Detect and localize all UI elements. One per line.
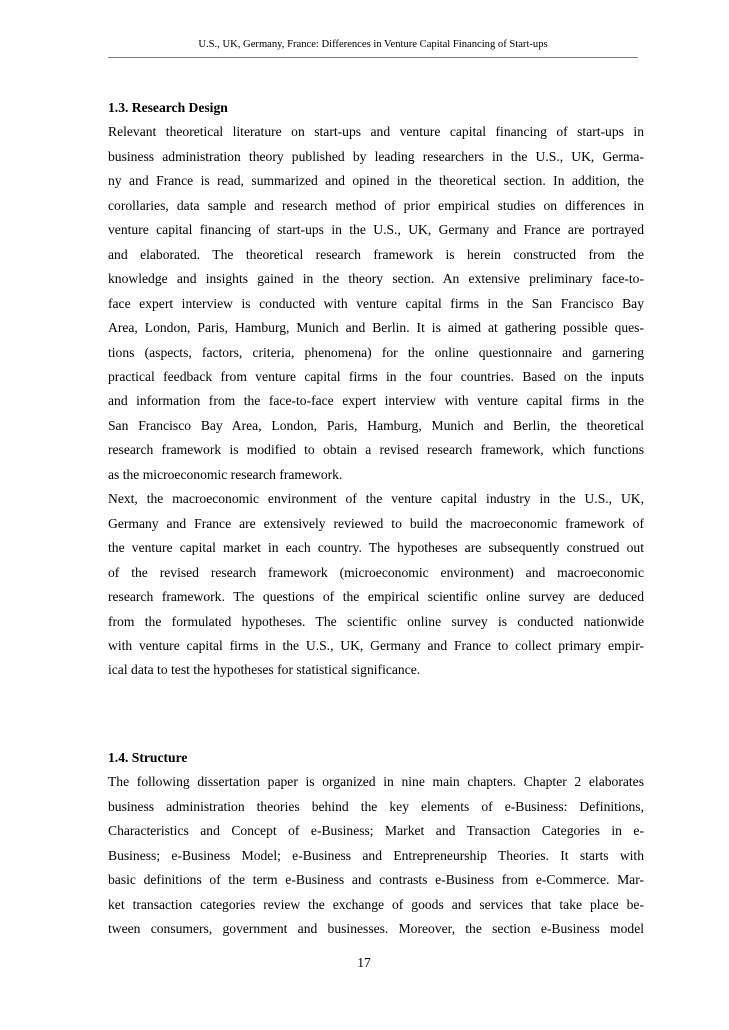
section-heading-structure: 1.4. Structure (108, 750, 188, 765)
text-line: research framework is modified to obtain a revised research framework, which functions (108, 442, 644, 458)
text-line: practical feedback from venture capital firms in the four countries. Based on the inputs (108, 368, 644, 384)
text-line: Characteristics and Concept of e-Business; Market and Transaction Categories in e- (108, 823, 644, 839)
header-rule (108, 57, 638, 58)
paragraph-research-design-2 (108, 487, 644, 683)
paragraph-structure-1 (108, 770, 644, 941)
text-line: corollaries, data sample and research method of prior empirical studies on differences in (108, 197, 644, 213)
text-line: venture capital financing of start-ups in the U.S., UK, Germany and France are portrayed (108, 222, 644, 238)
text-line: business administration theories behind the key elements of e-Business: Definitions, (108, 798, 644, 814)
page-number: 17 (357, 955, 371, 970)
text-line: San Francisco Bay Area, London, Paris, Hamburg, Munich and Berlin, the theoretical (108, 417, 644, 433)
text-line: Next, the macroeconomic environment of the venture capital industry in the U.S., UK, (108, 491, 644, 507)
text-line: basic definitions of the term e-Business and contrasts e-Business from e-Commerce. Mar- (108, 872, 644, 888)
text-line: ical data to test the hypotheses for statistical significance. (108, 662, 421, 678)
text-line: knowledge and insights gained in the theory section. An extensive preliminary face-to- (108, 271, 644, 287)
text-line: as the microeconomic research framework. (108, 466, 343, 482)
paragraph-research-design-1 (108, 120, 644, 487)
text-line: of the revised research framework (microeconomic environment) and macroeconomic (108, 564, 644, 580)
text-line: Business; e-Business Model; e-Business and Entrepreneurship Theories. It starts with (108, 847, 644, 863)
text-line: with venture capital firms in the U.S., UK, Germany and France to collect primary empir- (108, 637, 644, 653)
text-line: from the formulated hypotheses. The scientific online survey is conducted nationwide (108, 613, 644, 629)
text-line: Area, London, Paris, Hamburg, Munich and Berlin. It is aimed at gathering possible ques- (108, 320, 644, 336)
text-line: Germany and France are extensively reviewed to build the macroeconomic framework of (108, 515, 644, 531)
section-structure (108, 746, 644, 942)
text-line: tween consumers, government and businesses. Moreover, the section e-Business model (108, 921, 644, 937)
text-line: the venture capital market in each country. The hypotheses are subsequently construed out (108, 540, 644, 556)
text-line: research framework. The questions of the empirical scientific online survey are deduced (108, 589, 644, 605)
text-line: The following dissertation paper is organized in nine main chapters. Chapter 2 elaborates (108, 774, 644, 790)
running-header: U.S., UK, Germany, France: Differences in Venture Capital Financing of Start-ups (198, 39, 548, 50)
text-line: Relevant theoretical literature on start-ups and venture capital financing of start-ups in (108, 124, 644, 140)
text-line: ny and France is read, summarized and opined in the theoretical section. In addition, the (108, 173, 644, 189)
text-line: ket transaction categories review the exchange of goods and services that take place be- (108, 896, 644, 912)
text-line: and information from the face-to-face expert interview with venture capital firms in the (108, 393, 644, 409)
section-research-design (108, 96, 644, 683)
text-line: business administration theory published by leading researchers in the U.S., UK, Germa- (108, 148, 644, 164)
section-heading-research-design: 1.3. Research Design (108, 100, 228, 115)
text-line: tions (aspects, factors, criteria, phenomena) for the online questionnaire and garnering (108, 344, 644, 360)
text-line: face expert interview is conducted with venture capital firms in the San Francisco Bay (108, 295, 644, 311)
text-line: and elaborated. The theoretical research framework is herein constructed from the (108, 246, 644, 262)
